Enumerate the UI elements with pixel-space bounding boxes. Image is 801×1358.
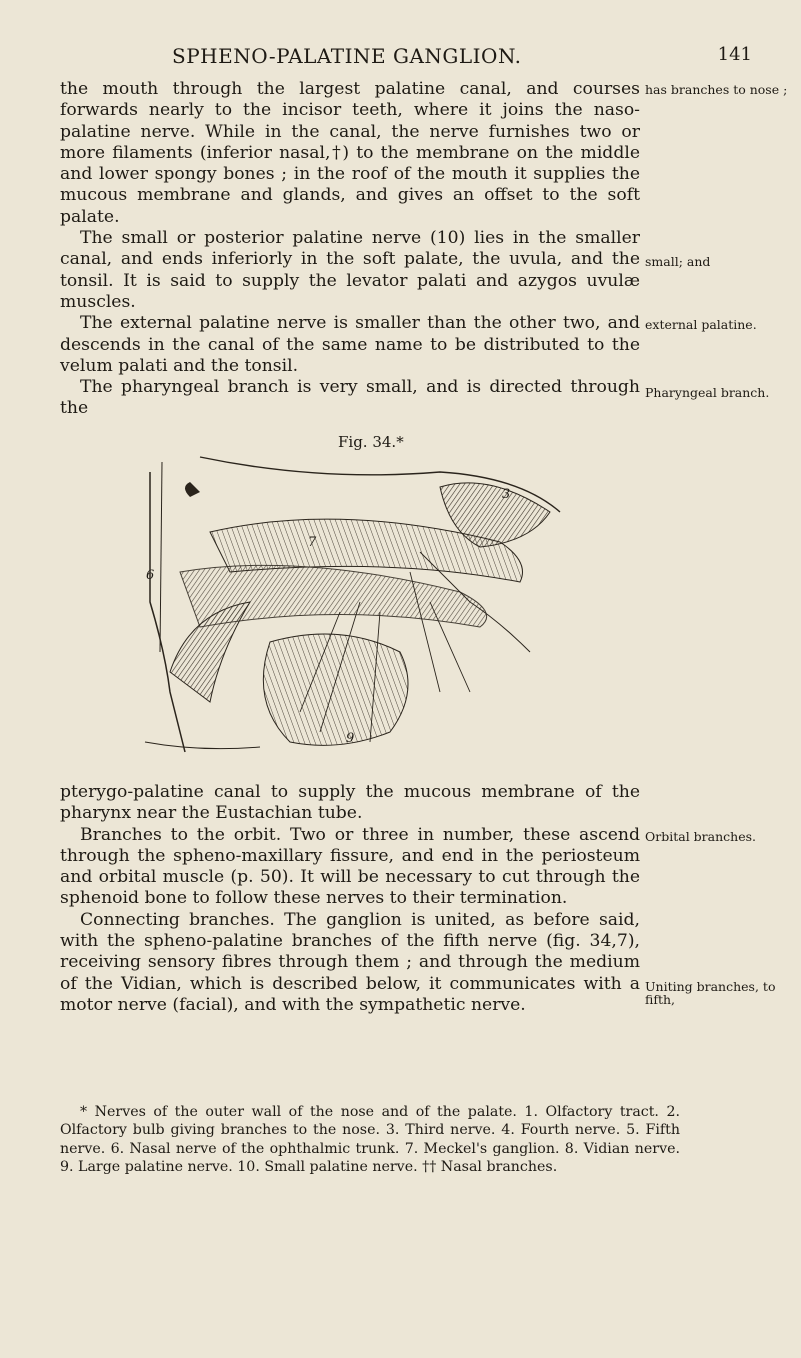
nerve-illustration (140, 452, 570, 757)
paragraph-pharyngeal: The pharyngeal branch is very small, and is directed through the (60, 377, 640, 419)
margin-note-pharyngeal: Pharyngeal branch. (645, 385, 770, 400)
figure-label-7: 7 (308, 535, 317, 550)
margin-note-has-branches: has branches to nose ; (645, 82, 788, 97)
body-text-bottom (60, 782, 640, 1016)
body-text-top (60, 79, 640, 420)
page-number: 141 (717, 44, 752, 65)
footnote-text: * Nerves of the outer wall of the nose and of the palate. 1. Olfactory tract. 2. Olfactory bulb giving branches to the nose. 3. Third nerve. 4. Fourth nerve. 5. Fifth nerve. 6. Nasal nerve of the ophthalmic trunk. 7. Meckel's ganglion. 8. Vidian nerve. 9. Large palatine nerve. 10. Small palatine nerve. †† Nasal branches. (60, 1104, 680, 1176)
paragraph-pterygo-palatine: pterygo-palatine canal to supply the mucous membrane of the pharynx near the Eustachian tube. (60, 782, 640, 824)
page-header (60, 44, 760, 74)
footnote (60, 1103, 680, 1177)
figure-label-3: 3 (502, 487, 511, 502)
margin-note-small: small; and (645, 254, 711, 269)
paragraph-orbit-branches: Branches to the orbit. Two or three in number, these ascend through the spheno-maxillary fissure, and end in the periosteum and orbital muscle (p. 50). It will be necessary to cut through the sphenoid bone to follow these nerves to their termination. (60, 824, 640, 909)
paragraph-connecting-branches: Connecting branches. The ganglion is united, as before said, with the spheno-palatine branches of the fifth nerve (fig. 34,7), receiving sensory fibres through them ; and through the medium of the Vidian, which is described below, it communicates with a motor nerve (facial), and with the sympathetic nerve. (60, 909, 640, 1015)
figure-label-9: 9 (346, 731, 355, 746)
figure-label-6: 6 (146, 568, 155, 583)
paragraph-large-palatine: the mouth through the largest palatine canal, and courses forwards nearly to the incisor teeth, where it joins the naso-palatine nerve. While in the canal, the nerve furnishes two or more filaments (inferior nasal,†) to the membrane on the middle and lower spongy bones ; in the roof of the mouth it supplies the mucous membrane and glands, and gives an offset to the soft palate. (60, 79, 640, 227)
paragraph-small-palatine: The small or posterior palatine nerve (10) lies in the smaller canal, and ends inferiorly in the soft palate, the uvula, and the tonsil. It is said to supply the levator palati and azygos uvulæ muscles. (60, 228, 640, 312)
margin-note-external-palatine: external palatine. (645, 317, 757, 332)
figure-caption: Fig. 34.* (338, 433, 404, 451)
paragraph-external-palatine: The external palatine nerve is smaller than the other two, and descends in the canal of the same name to be distributed to the velum palati and the tonsil. (60, 313, 640, 376)
margin-note-orbital: Orbital branches. (645, 829, 756, 844)
nerve-marker-icon (185, 482, 200, 497)
running-title: SPHENO-PALATINE GANGLION. (172, 44, 522, 68)
anatomical-figure (140, 452, 570, 757)
margin-note-uniting: Uniting branches, to fifth, (645, 979, 776, 1007)
